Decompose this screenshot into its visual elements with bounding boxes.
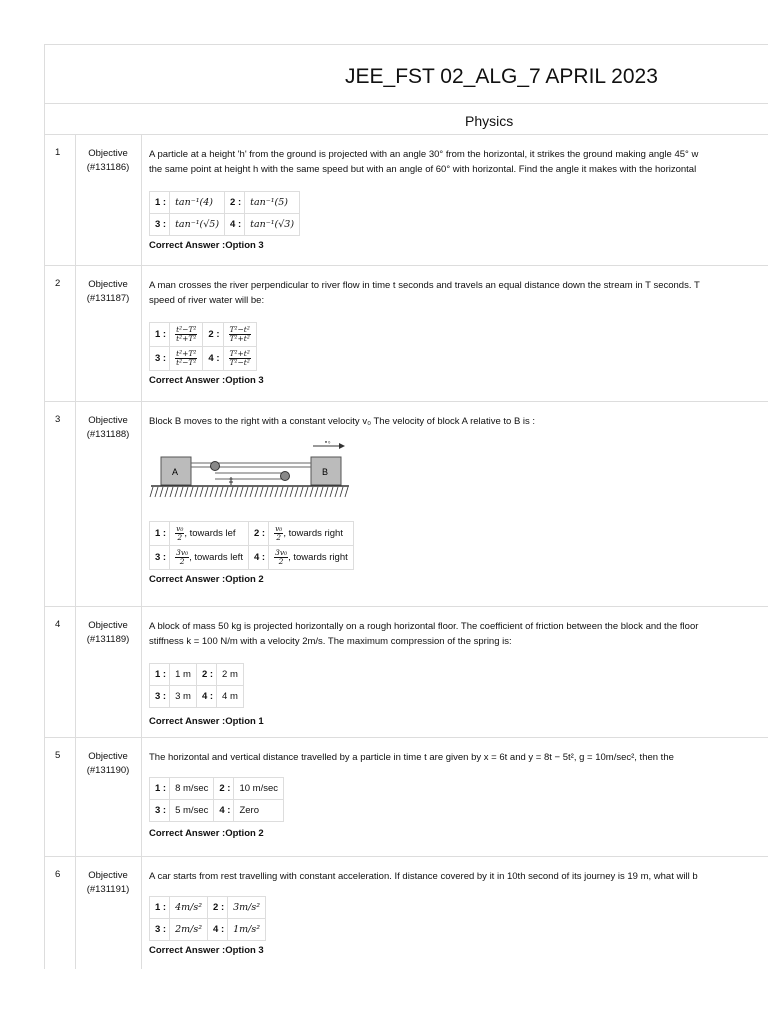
- question-row-6: [45, 857, 768, 969]
- correct-answer: Correct Answer :Option 3: [149, 375, 264, 386]
- option-key: 4 :: [203, 347, 223, 371]
- option-value: tan⁻¹(5): [245, 192, 300, 214]
- question-text: Block B moves to the right with a constant velocity v₀ The velocity of block A relative to B is :: [149, 416, 536, 427]
- question-number: 3: [55, 414, 61, 425]
- question-row-1: [45, 135, 768, 266]
- pulley-left: [211, 462, 220, 471]
- option-value: 2 m: [217, 664, 244, 686]
- title-row: [45, 45, 768, 104]
- question-type: Objective: [88, 148, 128, 159]
- option-value: $\frac{\text{T²+t²}}{\text{T²−t²}}$: [223, 347, 256, 371]
- question-id: (#131188): [86, 429, 130, 440]
- question-row-3: [45, 402, 768, 607]
- question-text: stiffness k = 100 N/m with a velocity 2m/s. The maximum compression of the spring is:: [149, 636, 512, 647]
- option-value: 10 m/sec: [234, 778, 284, 800]
- option-value: $\frac{\text{T²−t²}}{\text{T²+t²}}$: [223, 323, 256, 347]
- option-value: tan⁻¹(√3): [245, 214, 300, 236]
- question-text: A car starts from rest travelling with constant acceleration. If distance covered by it in 10th second of its journey is 19 m, what will b: [149, 871, 698, 882]
- option-key: 1 :: [150, 778, 170, 800]
- correct-answer: Correct Answer :Option 2: [149, 828, 264, 839]
- option-key: 1 :: [150, 522, 170, 546]
- option-key: 2 :: [214, 778, 234, 800]
- velocity-label: V₀: [324, 441, 331, 445]
- option-key: 3 :: [150, 214, 170, 236]
- options-table: [149, 322, 257, 371]
- question-text: A man crosses the river perpendicular to river flow in time t seconds and travels an equal distance down the stream in T seconds. T: [149, 280, 700, 291]
- question-id: (#131191): [86, 884, 130, 895]
- option-value: 2m/s²: [170, 919, 208, 941]
- option-key: 3 :: [150, 686, 170, 708]
- option-key: 3 :: [150, 919, 170, 941]
- question-text: speed of river water will be:: [149, 295, 265, 306]
- option-key: 3 :: [150, 546, 170, 570]
- question-text: A block of mass 50 kg is projected horizontally on a rough horizontal floor. The coefficient of friction between the block and the floor: [149, 621, 699, 632]
- option-key: 4 :: [225, 214, 245, 236]
- question-type: Objective: [88, 620, 128, 631]
- option-key: 2 :: [196, 664, 216, 686]
- options-table: [149, 777, 284, 822]
- question-id: (#131189): [86, 634, 130, 645]
- correct-answer: Correct Answer :Option 1: [149, 716, 264, 727]
- option-key: 1 :: [150, 664, 170, 686]
- option-value: $\frac{\text{3v₀}}{2}$ , towards left: [170, 546, 249, 570]
- option-value: $\frac{\text{t²−T²}}{\text{t²+T²}}$: [170, 323, 203, 347]
- option-value: tan⁻¹(√5): [170, 214, 225, 236]
- block-a-label: A: [172, 467, 179, 477]
- option-value: 4 m: [217, 686, 244, 708]
- question-type: Objective: [88, 415, 128, 426]
- option-key: 2 :: [225, 192, 245, 214]
- option-value: 3m/s²: [228, 897, 266, 919]
- option-value: $\frac{\text{v₀}}{2}$ , towards lef: [170, 522, 249, 546]
- question-number: 6: [55, 869, 61, 880]
- block-b-label: B: [322, 467, 329, 477]
- option-key: 4 :: [196, 686, 216, 708]
- subject-heading: Physics: [465, 113, 514, 129]
- question-number: 5: [55, 750, 61, 761]
- question-type: Objective: [88, 751, 128, 762]
- option-key: 4 :: [248, 546, 268, 570]
- correct-answer: Correct Answer :Option 2: [149, 574, 264, 585]
- options-table: [149, 521, 354, 570]
- option-value: 4m/s²: [170, 897, 208, 919]
- option-value: 1 m: [170, 664, 197, 686]
- options-table: [149, 191, 300, 236]
- question-type: Objective: [88, 870, 128, 881]
- option-value: $\frac{\text{t²+T²}}{\text{t²−T²}}$: [170, 347, 203, 371]
- question-text: the same point at height h with the same speed but with an angle of 60° with horizontal. Find the angle it makes with the horizontal: [149, 164, 697, 175]
- option-key: 4 :: [214, 800, 234, 822]
- option-key: 2 :: [208, 897, 228, 919]
- option-value: 5 m/sec: [170, 800, 214, 822]
- options-table: [149, 896, 266, 941]
- question-row-5: [45, 738, 768, 857]
- correct-answer: Correct Answer :Option 3: [149, 945, 264, 956]
- correct-answer: Correct Answer :Option 3: [149, 240, 264, 251]
- option-key: 2 :: [203, 323, 223, 347]
- question-number: 4: [55, 619, 61, 630]
- option-value: 3 m: [170, 686, 197, 708]
- option-key: 1 :: [150, 192, 170, 214]
- paper-title: JEE_FST 02_ALG_7 APRIL 2023: [345, 65, 658, 88]
- option-value: $\frac{\text{3v₀}}{2}$ , towards right: [269, 546, 354, 570]
- question-row-2: [45, 266, 768, 402]
- option-value: 1m/s²: [228, 919, 266, 941]
- option-value: $\frac{\text{v₀}}{2}$ , towards right: [269, 522, 354, 546]
- option-key: 3 :: [150, 800, 170, 822]
- option-key: 2 :: [248, 522, 268, 546]
- option-value: tan⁻¹(4): [170, 192, 225, 214]
- question-paper: [44, 44, 768, 969]
- pulley-right: [281, 472, 290, 481]
- question-row-4: [45, 607, 768, 738]
- ground-hatch: [150, 487, 348, 497]
- option-key: 1 :: [150, 323, 170, 347]
- question-number: 1: [55, 147, 61, 158]
- question-id: (#131186): [86, 162, 130, 173]
- question-id: (#131187): [86, 293, 130, 304]
- pulley-diagram: [149, 441, 359, 503]
- option-key: 4 :: [208, 919, 228, 941]
- options-table: [149, 663, 244, 708]
- question-text: The horizontal and vertical distance travelled by a particle in time t are given by x = 6t and y = 8t − 5t², g = 10m/sec², then the: [149, 752, 674, 763]
- question-type: Objective: [88, 279, 128, 290]
- question-number: 2: [55, 278, 61, 289]
- question-text: A particle at a height 'h' from the ground is projected with an angle 30° from the horizontal, it strikes the ground making angle 45° w: [149, 149, 699, 160]
- option-value: 8 m/sec: [170, 778, 214, 800]
- option-key: 1 :: [150, 897, 170, 919]
- option-value: Zero: [234, 800, 284, 822]
- question-id: (#131190): [86, 765, 130, 776]
- option-key: 3 :: [150, 347, 170, 371]
- subject-row: [45, 104, 768, 135]
